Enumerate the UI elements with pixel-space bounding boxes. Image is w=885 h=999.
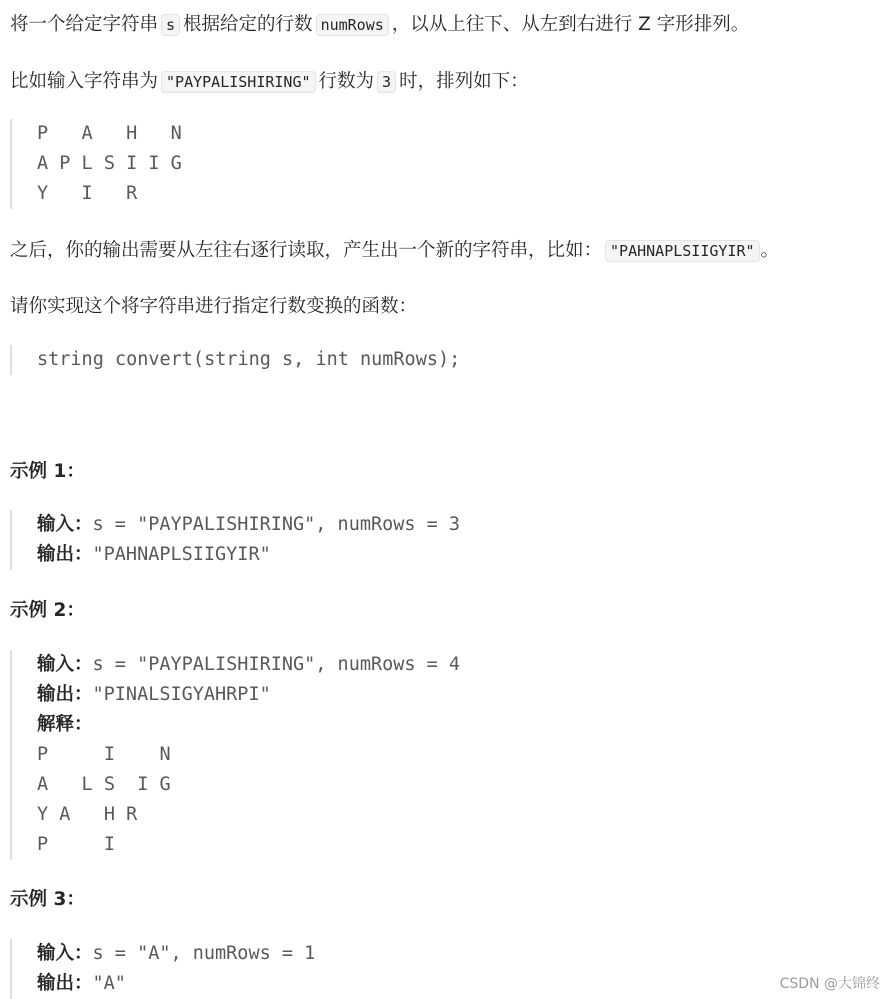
example-output-line [37, 969, 315, 999]
text-segment: 之后，你的输出需要从左往右逐行读取，产生出一个新的字符串，比如： [10, 240, 603, 261]
example-output-line [37, 540, 460, 570]
function-signature-block [10, 345, 460, 375]
intro-paragraph-1 [10, 10, 749, 40]
input-value: s = "PAYPALISHIRING", numRows = 4 [92, 654, 461, 675]
example-1-block [10, 510, 460, 570]
text-segment: 将一个给定字符串 [10, 14, 159, 35]
inline-code-rows: 3 [377, 71, 396, 93]
output-value: "PAHNAPLSIIGYIR" [92, 544, 271, 565]
text-segment: ，以从上往下、从左到右进行 Z 字形排列。 [391, 14, 750, 35]
explain-row: A L S I G [37, 774, 171, 795]
text-segment: 比如输入字符串为 [10, 71, 159, 92]
intro-paragraph-2 [10, 67, 529, 97]
output-label: 输出： [37, 544, 93, 565]
text-segment: 请你实现这个将字符串进行指定行数变换的函数： [10, 296, 418, 317]
explain-row: P I N [37, 744, 171, 765]
intro-paragraph-4 [10, 292, 417, 322]
explain-label: 解释： [37, 714, 93, 735]
text-segment: 。 [760, 240, 780, 261]
example-explain-line [37, 710, 460, 740]
example-1-title: 示例 1： [10, 461, 85, 482]
input-label: 输入： [37, 943, 93, 964]
example-2-block [10, 650, 460, 860]
inline-code-s: s [161, 14, 180, 36]
output-value: "PINALSIGYAHRPI" [92, 684, 271, 705]
example-input-line [37, 650, 460, 680]
example-3-title: 示例 3： [10, 889, 85, 910]
output-label: 输出： [37, 973, 93, 994]
example-3-block [10, 939, 315, 999]
inline-code-input-string: "PAYPALISHIRING" [161, 71, 316, 93]
explain-row: P I [37, 834, 115, 855]
zigzag-row: A P L S I I G [37, 153, 182, 174]
intro-paragraph-3 [10, 236, 779, 266]
input-label: 输入： [37, 654, 93, 675]
zigzag-row: Y I R [37, 183, 138, 204]
input-value: s = "PAYPALISHIRING", numRows = 3 [92, 514, 461, 535]
explain-row: Y A H R [37, 804, 138, 825]
inline-code-numrows: numRows [316, 14, 389, 36]
output-label: 输出： [37, 684, 93, 705]
text-segment: 行数为 [318, 71, 375, 92]
text-segment: 根据给定的行数 [183, 14, 313, 35]
output-value: "A" [92, 973, 126, 994]
input-value: s = "A", numRows = 1 [92, 943, 316, 964]
text-segment: 时，排列如下： [399, 71, 529, 92]
function-signature: string convert(string s, int numRows); [37, 349, 461, 370]
watermark: CSDN @大锦终 [779, 976, 880, 992]
zigzag-example-block [10, 119, 182, 209]
example-input-line [37, 939, 315, 969]
inline-code-output-string: "PAHNAPLSIIGYIR" [605, 240, 760, 262]
example-output-line [37, 680, 460, 710]
example-2-title: 示例 2： [10, 600, 85, 621]
input-label: 输入： [37, 514, 93, 535]
example-input-line [37, 510, 460, 540]
zigzag-row: P A H N [37, 123, 182, 144]
